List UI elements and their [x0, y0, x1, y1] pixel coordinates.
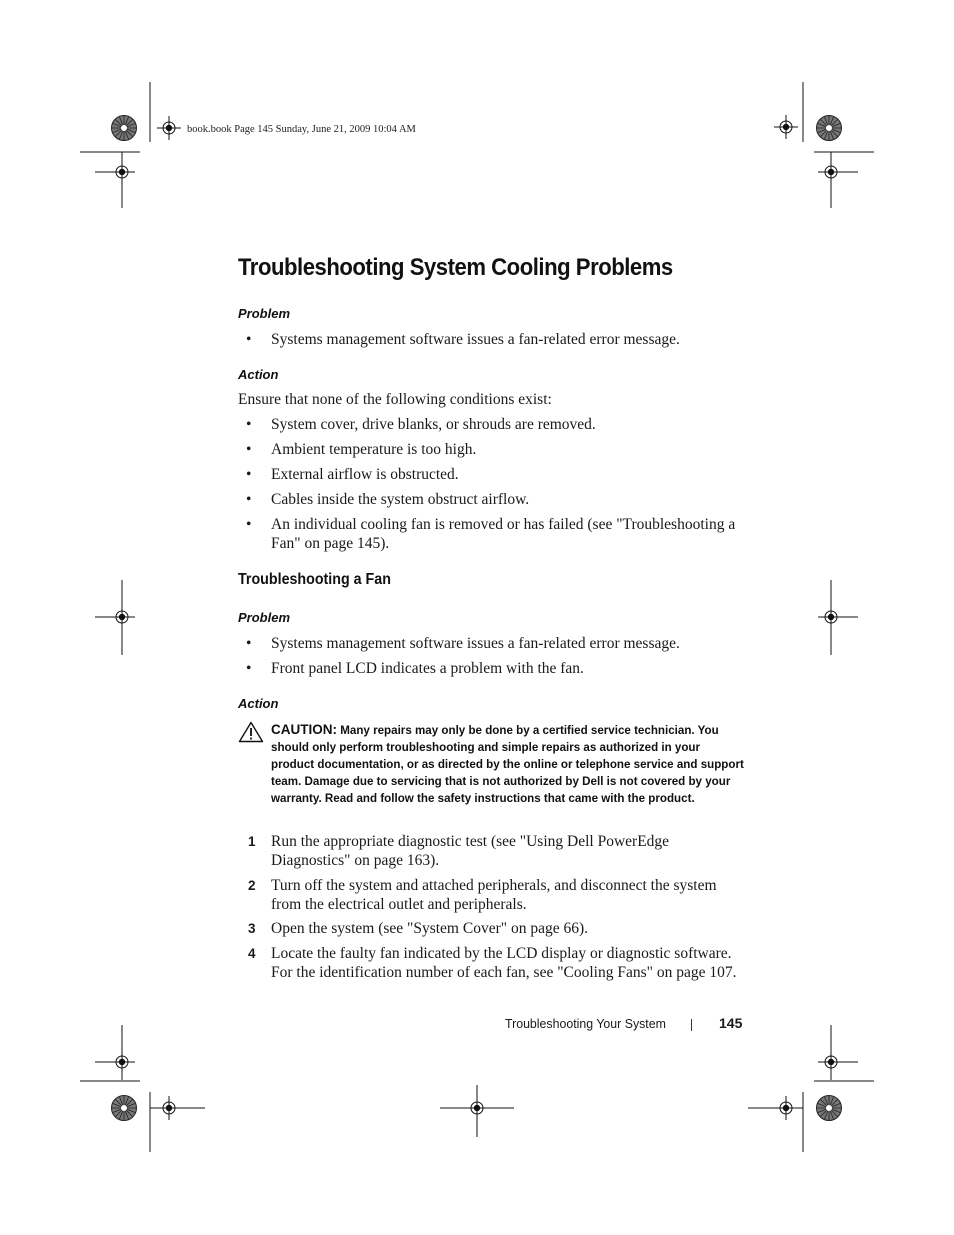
top-left-marks — [80, 82, 181, 208]
step-text: Open the system (see "System Cover" on page 66). — [271, 920, 588, 937]
page-number: 145 — [719, 1015, 743, 1031]
step-text: Locate the faulty fan indicated by the LCD display or diagnostic software. For the identification number of each fan, see "Cooling Fans" on page 107. — [271, 945, 737, 981]
action-intro: Ensure that none of the following conditions exist: — [238, 391, 552, 408]
footer-chapter-title: Troubleshooting Your System — [505, 1016, 666, 1031]
bottom-center-marks — [440, 1085, 514, 1137]
step-number: 1 — [248, 834, 256, 849]
top-right-marks — [774, 82, 874, 208]
bullet-dot: • — [246, 416, 252, 433]
step-number: 3 — [248, 921, 256, 936]
bullet-dot: • — [246, 466, 252, 483]
step-text: Run the appropriate diagnostic test (see "Using Dell PowerEdge Diagnostics" on page 163). — [271, 833, 670, 869]
bullet-dot: • — [246, 660, 252, 677]
warning-triangle-icon — [238, 721, 264, 743]
problem-heading: Problem — [238, 306, 291, 321]
section-title: Troubleshooting System Cooling Problems — [238, 254, 673, 281]
print-slug: book.book Page 145 Sunday, June 21, 2009 10:04 AM — [187, 124, 416, 135]
caution-text — [271, 721, 746, 807]
footer-divider — [691, 1019, 692, 1031]
bottom-left-marks — [80, 1025, 205, 1152]
mid-right-marks — [818, 580, 858, 655]
problem-heading: Problem — [238, 610, 291, 625]
step-number: 4 — [248, 946, 256, 961]
bullet-dot: • — [246, 491, 252, 508]
action-heading: Action — [238, 367, 279, 382]
bullet-dot: • — [246, 441, 252, 458]
action-heading: Action — [238, 696, 279, 711]
bullet-dot: • — [246, 516, 252, 533]
caution-label: CAUTION: — [271, 722, 337, 737]
bullet-dot: • — [246, 635, 252, 652]
step-number: 2 — [248, 878, 256, 893]
bottom-right-marks — [748, 1025, 874, 1152]
mid-left-marks — [95, 580, 135, 655]
caution-body: Many repairs may only be done by a certified service technician. You should only perform troubleshooting and simple repairs as authorized in your product documentation, or as directed by the online or telephone service and support team. Damage due to servicing that is not authorized by Dell is not covered by your warranty. Read and follow the safety instructions that came with the product. — [271, 724, 744, 805]
step-text: Turn off the system and attached peripherals, and disconnect the system from the electrical outlet and peripherals. — [271, 877, 717, 913]
bullet-dot: • — [246, 331, 252, 348]
subsection-title: Troubleshooting a Fan — [238, 571, 391, 588]
